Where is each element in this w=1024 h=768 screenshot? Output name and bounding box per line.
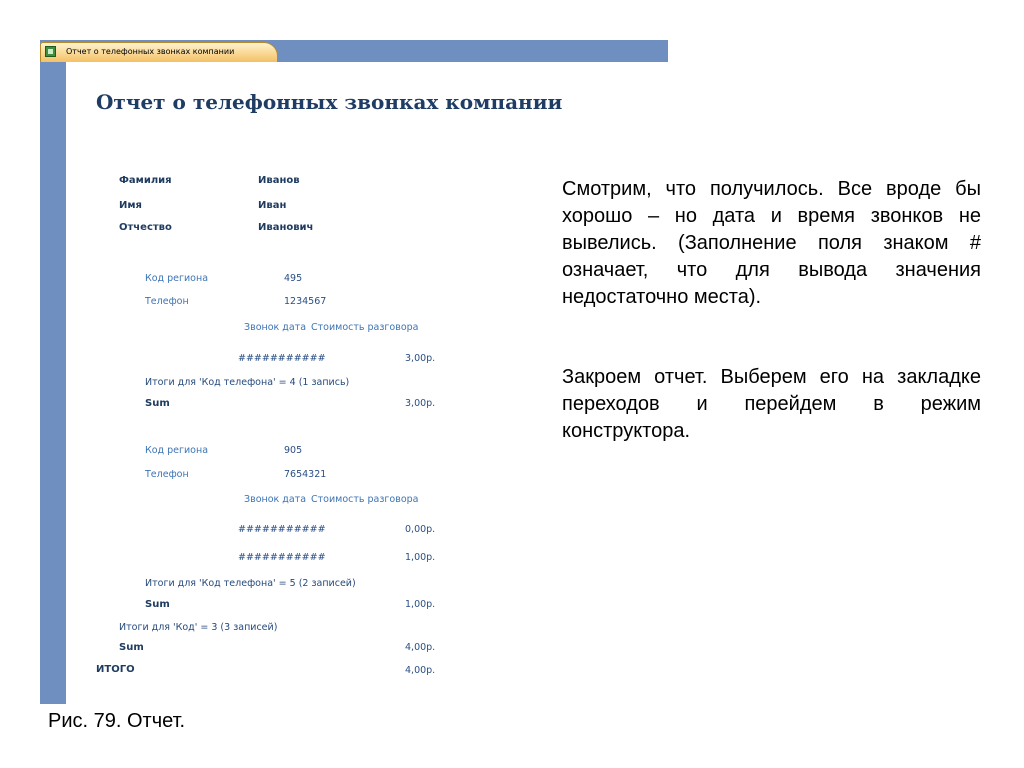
call-date-cell: ########### — [238, 353, 326, 364]
report-title: Отчет о телефонных звонках компании — [96, 90, 563, 114]
report-icon — [45, 46, 56, 57]
sum-label: Sum — [145, 599, 170, 610]
region-code-value: 905 — [284, 445, 303, 456]
region-code-label: Код региона — [145, 445, 209, 456]
document-tab-bar — [40, 40, 668, 62]
phone-value: 1234567 — [284, 296, 327, 307]
sum-label: Sum — [145, 398, 170, 409]
phone-label: Телефон — [145, 296, 189, 307]
code-sum-label: Sum — [119, 642, 144, 653]
explanation-paragraph: Смотрим, что получилось. Все вроде бы хорошо – но дата и время звонков не вывелись. (Заполнение поля знаком # означает, что для вывода значения недостаточно места). — [562, 178, 981, 308]
phone-subtotal-label: Итоги для 'Код телефона' = 5 (2 записей) — [145, 578, 356, 589]
left-margin-bar — [40, 62, 66, 704]
report-tab[interactable] — [40, 42, 278, 62]
grand-total-label: ИТОГО — [96, 664, 135, 675]
first-name-value: Иван — [258, 200, 287, 211]
column-header-date: Звонок дата — [244, 322, 307, 333]
column-header-date: Звонок дата — [244, 494, 307, 505]
last-name-label: Фамилия — [119, 175, 172, 186]
phone-value: 7654321 — [284, 469, 327, 480]
code-subtotal-label: Итоги для 'Код' = 3 (3 записей) — [119, 622, 278, 633]
report-tab-label: Отчет о телефонных звонках компании — [66, 47, 235, 56]
sum-value: 3,00р. — [405, 398, 436, 409]
region-code-value: 495 — [284, 273, 303, 284]
region-code-label: Код региона — [145, 273, 209, 284]
call-cost-cell: 1,00р. — [405, 552, 436, 563]
patronymic-label: Отчество — [119, 222, 172, 233]
figure-caption: Рис. 79. Отчет. — [48, 710, 186, 732]
instruction-paragraph: Закроем отчет. Выберем его на закладке переходов и перейдем в режим конструктора. — [562, 366, 981, 442]
last-name-value: Иванов — [258, 175, 300, 186]
call-date-cell: ########### — [238, 524, 326, 535]
column-header-cost: Стоимость разговора — [311, 322, 419, 333]
patronymic-value: Иванович — [258, 222, 314, 233]
grand-total-value: 4,00р. — [405, 665, 436, 676]
first-name-label: Имя — [119, 200, 142, 211]
call-cost-cell: 0,00р. — [405, 524, 436, 535]
phone-label: Телефон — [145, 469, 189, 480]
code-sum-value: 4,00р. — [405, 642, 436, 653]
column-header-cost: Стоимость разговора — [311, 494, 419, 505]
call-cost-cell: 3,00р. — [405, 353, 436, 364]
call-date-cell: ########### — [238, 552, 326, 563]
sum-value: 1,00р. — [405, 599, 436, 610]
phone-subtotal-label: Итоги для 'Код телефона' = 4 (1 запись) — [145, 377, 350, 388]
